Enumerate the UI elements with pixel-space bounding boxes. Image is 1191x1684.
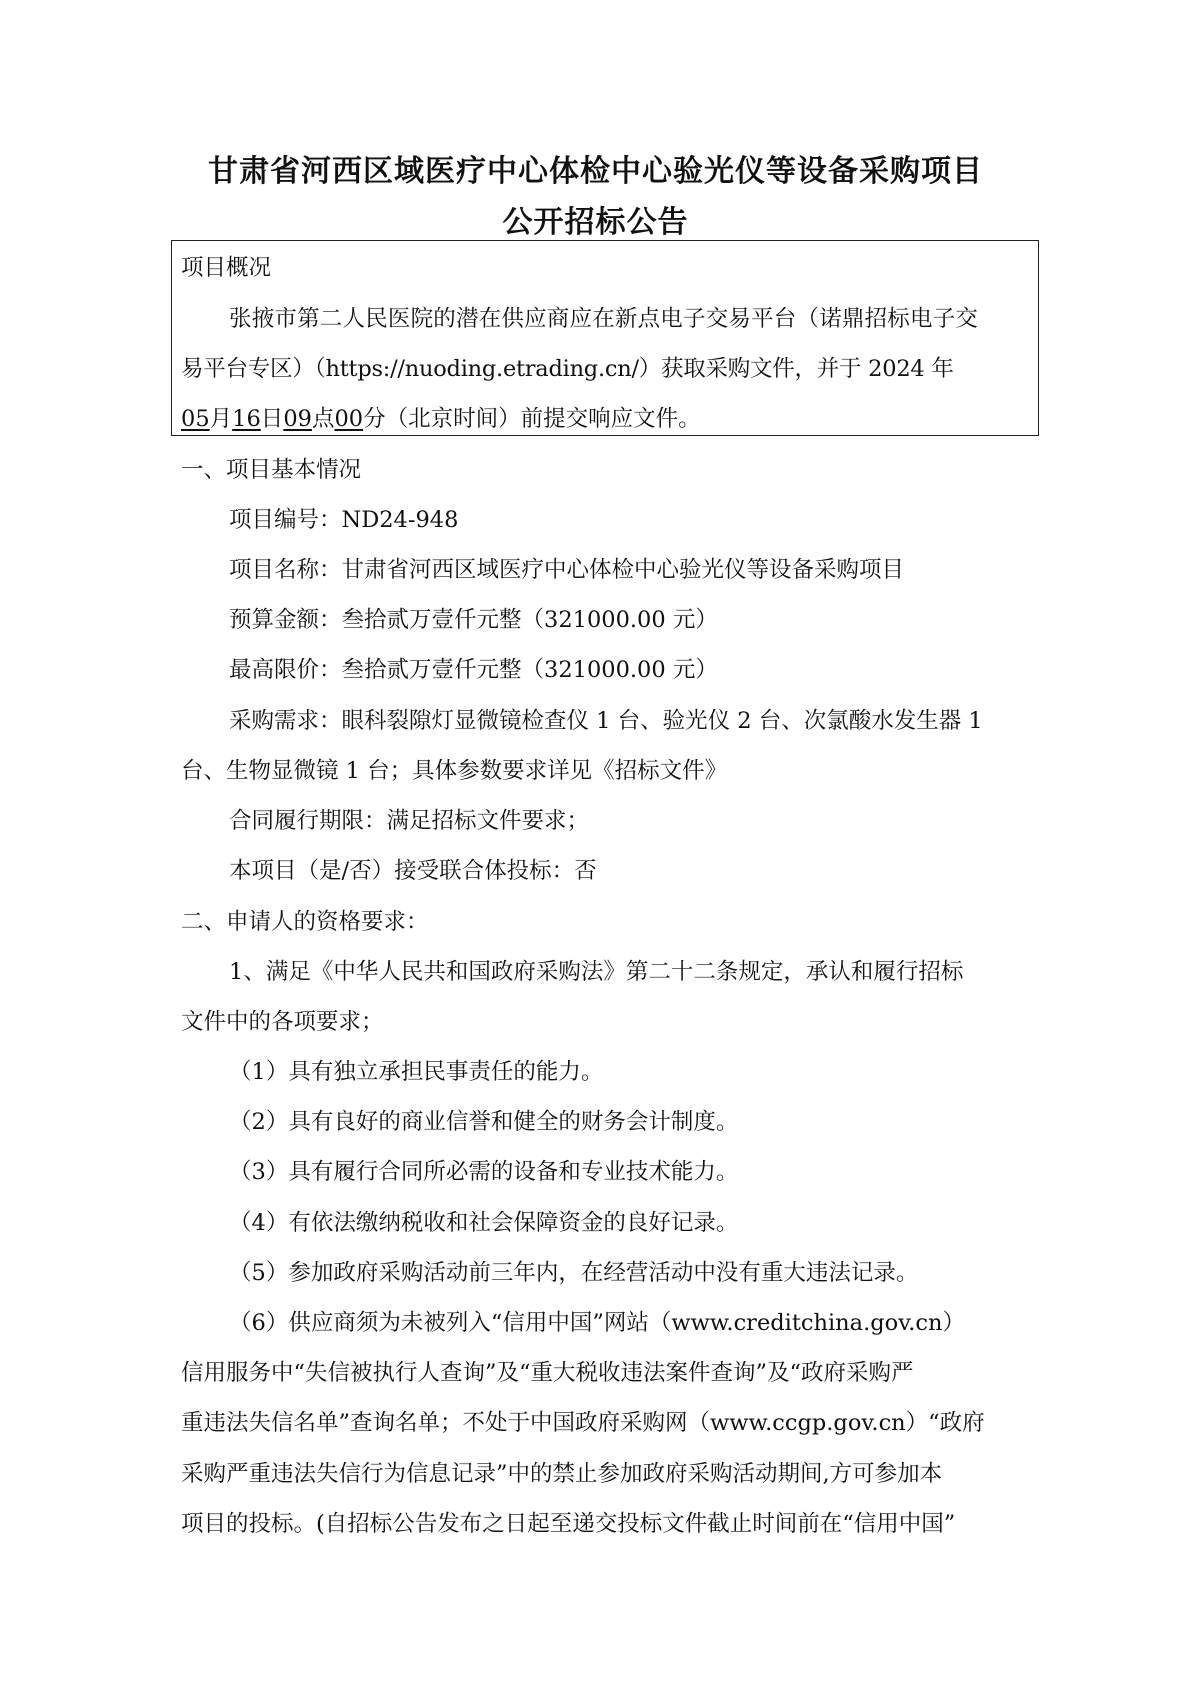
project-number: 项目编号：ND24-948 <box>229 507 459 533</box>
qualification-sub-2: （2）具有良好的商业信誉和健全的财务会计制度。 <box>229 1109 739 1135</box>
deadline-hour-unit: 点 <box>311 406 335 432</box>
budget-amount: 预算金额：叁拾贰万壹仟元整（321000.00 元） <box>229 607 718 633</box>
deadline-month-unit: 月 <box>209 406 233 432</box>
qualification-sub-6-line4: 采购严重违法失信行为信息记录”中的禁止参加政府采购活动期间,方可参加本 <box>181 1461 943 1487</box>
qualification-sub-6-line5: 项目的投标。(自招标公告发布之日起至递交投标文件截止时间前在“信用中国” <box>181 1511 956 1537</box>
document-title-line1: 甘肃省河西区域医疗中心体检中心验光仪等设备采购项目 <box>208 154 983 189</box>
qualification-sub-6-line1: （6）供应商须为未被列入“信用中国”网站（www.creditchina.gov.cn） <box>229 1310 965 1336</box>
qualification-item1-line1: 1、满足《中华人民共和国政府采购法》第二十二条规定，承认和履行招标 <box>229 959 964 985</box>
qualification-item1-line2: 文件中的各项要求； <box>181 1009 384 1035</box>
deadline-minute: 00 <box>334 406 364 432</box>
deadline-tail: 分（北京时间）前提交响应文件。 <box>363 406 701 432</box>
overview-line-2: 易平台专区）（https://nuoding.etrading.cn/）获取采购文件，并于 2024 年 <box>181 356 954 382</box>
requirement-line-2: 台、生物显微镜 1 台；具体参数要求详见《招标文件》 <box>181 758 728 784</box>
deadline-day: 16 <box>232 406 261 432</box>
qualification-sub-4: （4）有依法缴纳税收和社会保障资金的良好记录。 <box>229 1210 739 1236</box>
consortium-bidding: 本项目（是/否）接受联合体投标：否 <box>229 858 597 884</box>
qualification-sub-6-line2: 信用服务中“失信被执行人查询”及“重大税收违法案件查询”及“政府采购严 <box>181 1360 914 1386</box>
qualification-sub-5: （5）参加政府采购活动前三年内，在经营活动中没有重大违法记录。 <box>229 1260 919 1286</box>
requirement-line-1: 采购需求：眼科裂隙灯显微镜检查仪 1 台、验光仪 2 台、次氯酸水发生器 1 <box>229 708 983 734</box>
qualification-sub-1: （1）具有独立承担民事责任的能力。 <box>229 1059 604 1085</box>
qualification-sub-6-line3: 重违法失信名单”查询名单；不处于中国政府采购网（www.ccgp.gov.cn）“政府 <box>181 1410 985 1436</box>
section2-heading: 二、申请人的资格要求： <box>181 909 429 935</box>
deadline-month: 05 <box>181 406 210 432</box>
overview-line-1: 张掖市第二人民医院的潜在供应商应在新点电子交易平台（诺鼎招标电子交 <box>229 306 979 332</box>
contract-period: 合同履行期限：满足招标文件要求； <box>229 808 590 834</box>
deadline-hour: 09 <box>283 406 312 432</box>
section1-heading: 一、项目基本情况 <box>181 457 362 483</box>
project-name: 项目名称：甘肃省河西区域医疗中心体检中心验光仪等设备采购项目 <box>229 557 905 583</box>
max-price: 最高限价：叁拾贰万壹仟元整（321000.00 元） <box>229 657 718 683</box>
overview-deadline-line <box>181 404 701 434</box>
qualification-sub-3: （3）具有履行合同所必需的设备和专业技术能力。 <box>229 1159 739 1185</box>
overview-heading: 项目概况 <box>181 255 272 281</box>
document-title-line2: 公开招标公告 <box>502 205 689 240</box>
deadline-day-unit: 日 <box>260 406 284 432</box>
